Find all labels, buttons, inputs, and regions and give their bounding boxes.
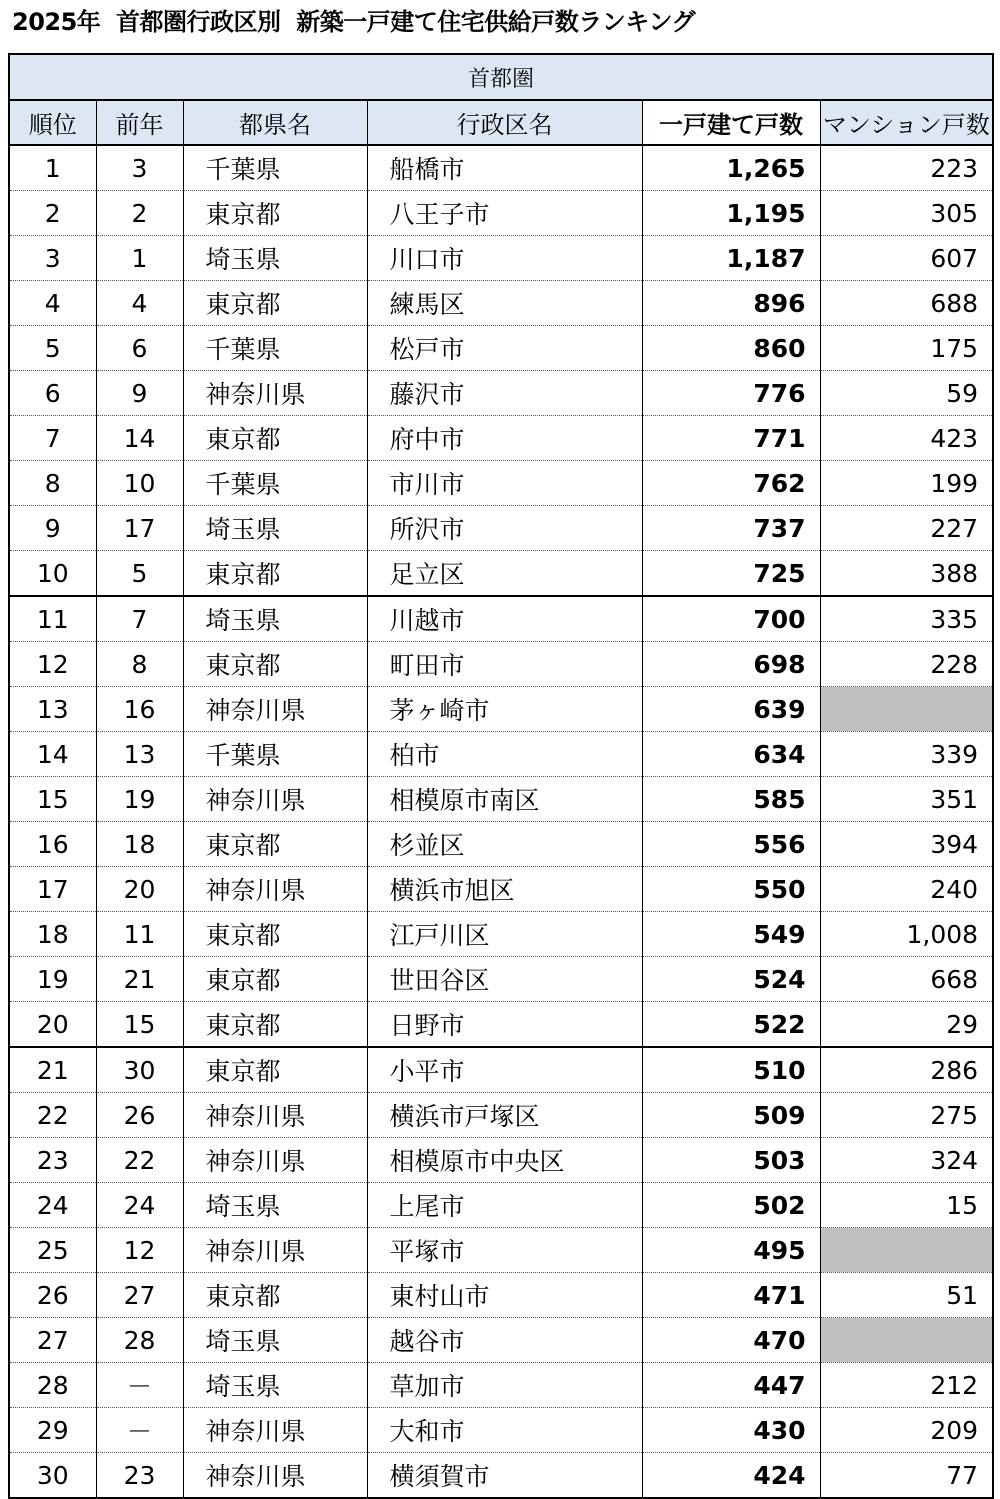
cell-previous-year: 5 [96,551,183,597]
cell-house-count: 860 [642,326,820,371]
cell-mansion-count: 223 [820,145,993,191]
cell-mansion-count: 688 [820,281,993,326]
table-row [9,1273,993,1318]
table-row [9,145,993,191]
cell-previous-year: 18 [96,822,183,867]
cell-previous-year: 8 [96,642,183,687]
cell-previous-year: 6 [96,326,183,371]
cell-prefecture: 埼玉県 [183,1183,367,1228]
cell-rank: 19 [9,957,96,1002]
cell-city: 藤沢市 [367,371,642,416]
cell-previous-year: 17 [96,506,183,551]
cell-rank: 8 [9,461,96,506]
cell-city: 東村山市 [367,1273,642,1318]
cell-mansion-count [820,1318,993,1363]
cell-house-count: 524 [642,957,820,1002]
cell-rank: 16 [9,822,96,867]
cell-house-count: 700 [642,596,820,642]
cell-rank: 26 [9,1273,96,1318]
cell-city: 小平市 [367,1047,642,1093]
cell-mansion-count: 324 [820,1138,993,1183]
cell-rank: 30 [9,1453,96,1499]
table-row [9,461,993,506]
cell-mansion-count: 286 [820,1047,993,1093]
cell-house-count: 424 [642,1453,820,1499]
cell-house-count: 1,187 [642,236,820,281]
cell-city: 川越市 [367,596,642,642]
column-header-house-count: 一戸建て戸数 [642,100,820,145]
cell-rank: 11 [9,596,96,642]
cell-mansion-count: 209 [820,1408,993,1453]
cell-rank: 23 [9,1138,96,1183]
cell-house-count: 1,265 [642,145,820,191]
cell-city: 世田谷区 [367,957,642,1002]
cell-city: 杉並区 [367,822,642,867]
cell-previous-year: 7 [96,596,183,642]
cell-rank: 27 [9,1318,96,1363]
cell-rank: 20 [9,1002,96,1048]
cell-mansion-count: 335 [820,596,993,642]
cell-previous-year: 12 [96,1228,183,1273]
cell-prefecture: 神奈川県 [183,687,367,732]
column-header-prefecture: 都県名 [183,100,367,145]
cell-house-count: 725 [642,551,820,597]
cell-rank: 2 [9,191,96,236]
cell-mansion-count: 423 [820,416,993,461]
cell-mansion-count: 175 [820,326,993,371]
cell-prefecture: 東京都 [183,957,367,1002]
cell-city: 町田市 [367,642,642,687]
cell-house-count: 549 [642,912,820,957]
cell-prefecture: 千葉県 [183,145,367,191]
table-row [9,371,993,416]
cell-prefecture: 埼玉県 [183,1318,367,1363]
cell-city: 川口市 [367,236,642,281]
cell-house-count: 762 [642,461,820,506]
cell-rank: 29 [9,1408,96,1453]
cell-prefecture: 東京都 [183,281,367,326]
table-row [9,1002,993,1048]
cell-previous-year: － [96,1408,183,1453]
cell-previous-year: 4 [96,281,183,326]
cell-previous-year: 21 [96,957,183,1002]
table-row [9,1363,993,1408]
cell-city: 大和市 [367,1408,642,1453]
table-row [9,191,993,236]
cell-mansion-count: 228 [820,642,993,687]
table-row [9,642,993,687]
cell-mansion-count [820,1228,993,1273]
cell-rank: 22 [9,1093,96,1138]
cell-prefecture: 東京都 [183,822,367,867]
cell-mansion-count: 351 [820,777,993,822]
cell-mansion-count: 212 [820,1363,993,1408]
cell-mansion-count: 388 [820,551,993,597]
cell-city: 横浜市旭区 [367,867,642,912]
table-row [9,1047,993,1093]
cell-prefecture: 東京都 [183,551,367,597]
cell-rank: 28 [9,1363,96,1408]
ranking-table [8,53,994,1499]
cell-previous-year: 3 [96,145,183,191]
cell-previous-year: 9 [96,371,183,416]
cell-prefecture: 神奈川県 [183,867,367,912]
cell-mansion-count: 77 [820,1453,993,1499]
cell-house-count: 550 [642,867,820,912]
cell-previous-year: 1 [96,236,183,281]
cell-previous-year: － [96,1363,183,1408]
cell-prefecture: 千葉県 [183,732,367,777]
cell-prefecture: 神奈川県 [183,777,367,822]
cell-prefecture: 神奈川県 [183,1228,367,1273]
cell-mansion-count: 305 [820,191,993,236]
cell-mansion-count: 199 [820,461,993,506]
cell-house-count: 556 [642,822,820,867]
table-row [9,236,993,281]
table-row [9,777,993,822]
column-header-rank: 順位 [9,100,96,145]
cell-rank: 24 [9,1183,96,1228]
cell-previous-year: 30 [96,1047,183,1093]
cell-rank: 17 [9,867,96,912]
cell-mansion-count: 275 [820,1093,993,1138]
cell-prefecture: 東京都 [183,1002,367,1048]
table-row [9,687,993,732]
cell-rank: 15 [9,777,96,822]
cell-previous-year: 24 [96,1183,183,1228]
cell-rank: 1 [9,145,96,191]
cell-mansion-count: 59 [820,371,993,416]
cell-prefecture: 千葉県 [183,461,367,506]
table-row [9,1408,993,1453]
cell-mansion-count: 227 [820,506,993,551]
cell-rank: 10 [9,551,96,597]
cell-previous-year: 19 [96,777,183,822]
cell-previous-year: 13 [96,732,183,777]
table-row [9,1183,993,1228]
cell-mansion-count: 29 [820,1002,993,1048]
table-row [9,416,993,461]
cell-rank: 25 [9,1228,96,1273]
cell-mansion-count: 15 [820,1183,993,1228]
cell-house-count: 737 [642,506,820,551]
cell-mansion-count: 394 [820,822,993,867]
cell-city: 茅ヶ崎市 [367,687,642,732]
cell-house-count: 585 [642,777,820,822]
cell-prefecture: 神奈川県 [183,1453,367,1499]
column-header-city: 行政区名 [367,100,642,145]
cell-previous-year: 26 [96,1093,183,1138]
cell-house-count: 430 [642,1408,820,1453]
cell-prefecture: 埼玉県 [183,506,367,551]
table-row [9,957,993,1002]
table-row [9,506,993,551]
cell-prefecture: 東京都 [183,416,367,461]
cell-house-count: 470 [642,1318,820,1363]
cell-prefecture: 神奈川県 [183,1408,367,1453]
cell-house-count: 447 [642,1363,820,1408]
cell-city: 所沢市 [367,506,642,551]
cell-city: 府中市 [367,416,642,461]
table-row [9,1318,993,1363]
cell-city: 横浜市戸塚区 [367,1093,642,1138]
cell-mansion-count: 668 [820,957,993,1002]
cell-city: 柏市 [367,732,642,777]
cell-city: 八王子市 [367,191,642,236]
cell-city: 市川市 [367,461,642,506]
cell-previous-year: 10 [96,461,183,506]
cell-rank: 18 [9,912,96,957]
cell-house-count: 639 [642,687,820,732]
cell-prefecture: 東京都 [183,912,367,957]
table-row [9,1453,993,1499]
cell-mansion-count: 240 [820,867,993,912]
cell-city: 平塚市 [367,1228,642,1273]
cell-house-count: 502 [642,1183,820,1228]
cell-previous-year: 2 [96,191,183,236]
cell-mansion-count: 1,008 [820,912,993,957]
cell-rank: 6 [9,371,96,416]
cell-house-count: 522 [642,1002,820,1048]
table-row [9,596,993,642]
cell-previous-year: 22 [96,1138,183,1183]
cell-previous-year: 23 [96,1453,183,1499]
cell-previous-year: 14 [96,416,183,461]
cell-mansion-count: 339 [820,732,993,777]
table-row [9,1228,993,1273]
cell-house-count: 634 [642,732,820,777]
cell-city: 上尾市 [367,1183,642,1228]
table-row [9,281,993,326]
cell-previous-year: 28 [96,1318,183,1363]
cell-mansion-count [820,687,993,732]
cell-prefecture: 埼玉県 [183,596,367,642]
cell-city: 横須賀市 [367,1453,642,1499]
cell-prefecture: 神奈川県 [183,1093,367,1138]
cell-city: 江戸川区 [367,912,642,957]
cell-previous-year: 20 [96,867,183,912]
cell-house-count: 776 [642,371,820,416]
column-header-previous-year: 前年 [96,100,183,145]
table-row [9,822,993,867]
cell-city: 越谷市 [367,1318,642,1363]
cell-previous-year: 11 [96,912,183,957]
cell-city: 船橋市 [367,145,642,191]
cell-previous-year: 15 [96,1002,183,1048]
cell-city: 日野市 [367,1002,642,1048]
cell-previous-year: 27 [96,1273,183,1318]
cell-rank: 13 [9,687,96,732]
column-header-mansion-count: マンション戸数 [820,100,993,145]
table-row [9,1093,993,1138]
cell-city: 練馬区 [367,281,642,326]
table-body [9,145,993,1498]
table-row [9,1138,993,1183]
cell-rank: 5 [9,326,96,371]
cell-rank: 12 [9,642,96,687]
table-row [9,551,993,597]
cell-city: 相模原市南区 [367,777,642,822]
page-title: 2025年 首都圏行政区別 新築一戸建て住宅供給戸数ランキング [12,8,695,36]
cell-house-count: 495 [642,1228,820,1273]
cell-rank: 3 [9,236,96,281]
cell-prefecture: 神奈川県 [183,371,367,416]
cell-city: 足立区 [367,551,642,597]
cell-house-count: 1,195 [642,191,820,236]
cell-mansion-count: 51 [820,1273,993,1318]
cell-previous-year: 16 [96,687,183,732]
cell-house-count: 771 [642,416,820,461]
cell-prefecture: 東京都 [183,1273,367,1318]
table-row [9,732,993,777]
cell-house-count: 509 [642,1093,820,1138]
cell-prefecture: 東京都 [183,1047,367,1093]
cell-house-count: 698 [642,642,820,687]
cell-prefecture: 東京都 [183,642,367,687]
cell-prefecture: 埼玉県 [183,1363,367,1408]
cell-house-count: 471 [642,1273,820,1318]
cell-rank: 21 [9,1047,96,1093]
cell-prefecture: 東京都 [183,191,367,236]
cell-rank: 4 [9,281,96,326]
cell-rank: 9 [9,506,96,551]
cell-city: 松戸市 [367,326,642,371]
cell-prefecture: 神奈川県 [183,1138,367,1183]
cell-house-count: 503 [642,1138,820,1183]
cell-mansion-count: 607 [820,236,993,281]
cell-rank: 7 [9,416,96,461]
cell-house-count: 896 [642,281,820,326]
cell-house-count: 510 [642,1047,820,1093]
table-row [9,326,993,371]
cell-rank: 14 [9,732,96,777]
cell-city: 相模原市中央区 [367,1138,642,1183]
table-row [9,867,993,912]
region-header: 首都圏 [9,54,993,100]
cell-city: 草加市 [367,1363,642,1408]
table-row [9,912,993,957]
cell-prefecture: 埼玉県 [183,236,367,281]
cell-prefecture: 千葉県 [183,326,367,371]
